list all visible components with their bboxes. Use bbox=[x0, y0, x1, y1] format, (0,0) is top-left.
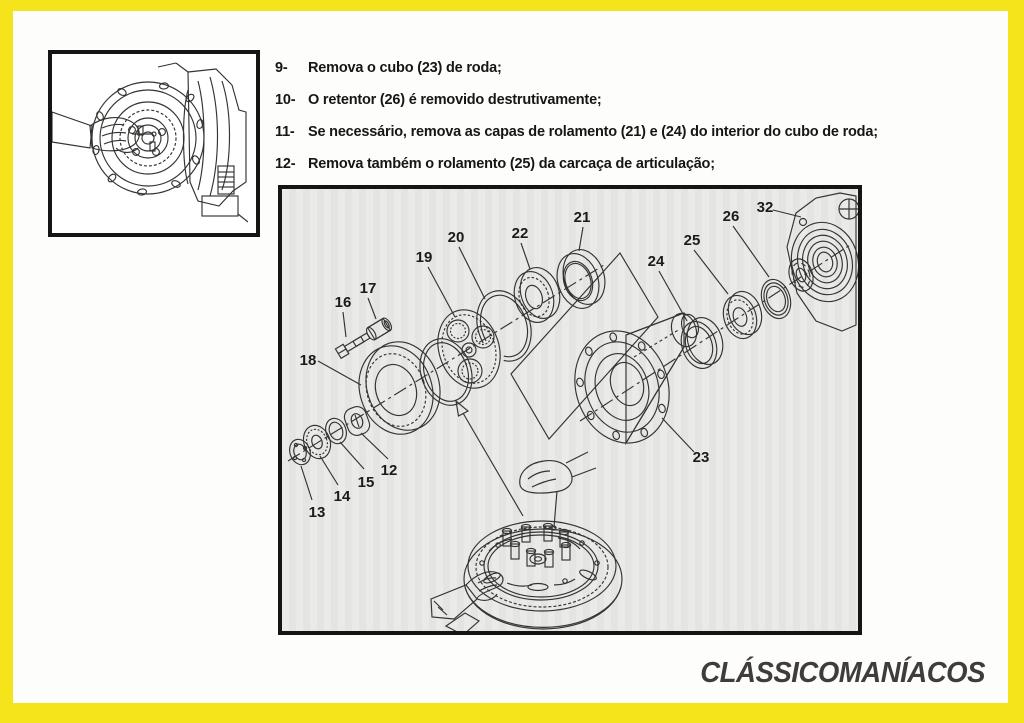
instruction-number: 9- bbox=[275, 60, 288, 76]
inset-figure-drawing bbox=[52, 54, 248, 225]
part-32-knuckle-housing bbox=[783, 193, 858, 331]
instruction-text: Se necessário, remova as capas de rolamento (21) e (24) do interior do cubo de roda; bbox=[308, 124, 878, 140]
part-label-22: 22 bbox=[511, 225, 529, 242]
part-label-17: 17 bbox=[359, 280, 377, 297]
left-hand bbox=[431, 572, 503, 631]
part-label-19: 19 bbox=[415, 249, 433, 266]
instruction-text: Remova também o rolamento (25) da carcaça de articulação; bbox=[308, 156, 715, 172]
instruction-number: 10- bbox=[275, 92, 296, 108]
part-label-24: 24 bbox=[647, 253, 665, 270]
leader-lines bbox=[301, 210, 801, 500]
instruction-number: 11- bbox=[275, 124, 295, 140]
part-label-32: 32 bbox=[756, 199, 774, 216]
part-26-seal bbox=[757, 276, 796, 323]
manual-page bbox=[13, 11, 1008, 703]
part-18-ring-gear bbox=[348, 332, 451, 444]
inset-figure-box bbox=[48, 50, 260, 237]
drum-studs bbox=[502, 523, 570, 567]
instruction-number: 12- bbox=[275, 156, 296, 172]
part-label-25: 25 bbox=[683, 232, 701, 249]
exploded-diagram-box bbox=[278, 185, 862, 635]
part-label-21: 21 bbox=[573, 209, 591, 226]
part-label-23: 23 bbox=[692, 449, 710, 466]
part-label-12: 12 bbox=[380, 462, 398, 479]
instruction-item-9 bbox=[275, 52, 935, 84]
part-13-bearing bbox=[286, 436, 314, 467]
instruction-item-12 bbox=[275, 148, 935, 180]
part-label-15: 15 bbox=[357, 474, 375, 491]
instruction-list bbox=[275, 52, 935, 180]
part-label-18: 18 bbox=[299, 352, 317, 369]
backing-panel bbox=[511, 253, 658, 439]
part-23-wheel-hub bbox=[561, 310, 702, 455]
part-label-14: 14 bbox=[333, 488, 351, 505]
part-label-16: 16 bbox=[334, 294, 352, 311]
part-24-bearing-cup bbox=[675, 313, 728, 373]
right-hand-with-drift bbox=[520, 452, 596, 530]
part-16-bolt bbox=[335, 331, 371, 358]
part-label-26: 26 bbox=[722, 208, 740, 225]
instruction-text: Remova o cubo (23) de roda; bbox=[308, 60, 502, 76]
instruction-item-10 bbox=[275, 84, 935, 116]
part-20-snap-ring bbox=[468, 284, 540, 369]
brand-watermark: CLÁSSICOMANÍACOS bbox=[700, 657, 985, 689]
part-label-20: 20 bbox=[447, 229, 465, 246]
hub-flange bbox=[92, 82, 204, 196]
part-label-13: 13 bbox=[308, 504, 326, 521]
instruction-item-11 bbox=[275, 116, 935, 148]
instruction-text: O retentor (26) é removido destrutivamente; bbox=[308, 92, 602, 108]
pointer-arrow bbox=[456, 401, 523, 516]
exploded-diagram bbox=[282, 189, 858, 631]
shim-ring bbox=[412, 332, 481, 412]
drum-illustration bbox=[431, 452, 622, 631]
